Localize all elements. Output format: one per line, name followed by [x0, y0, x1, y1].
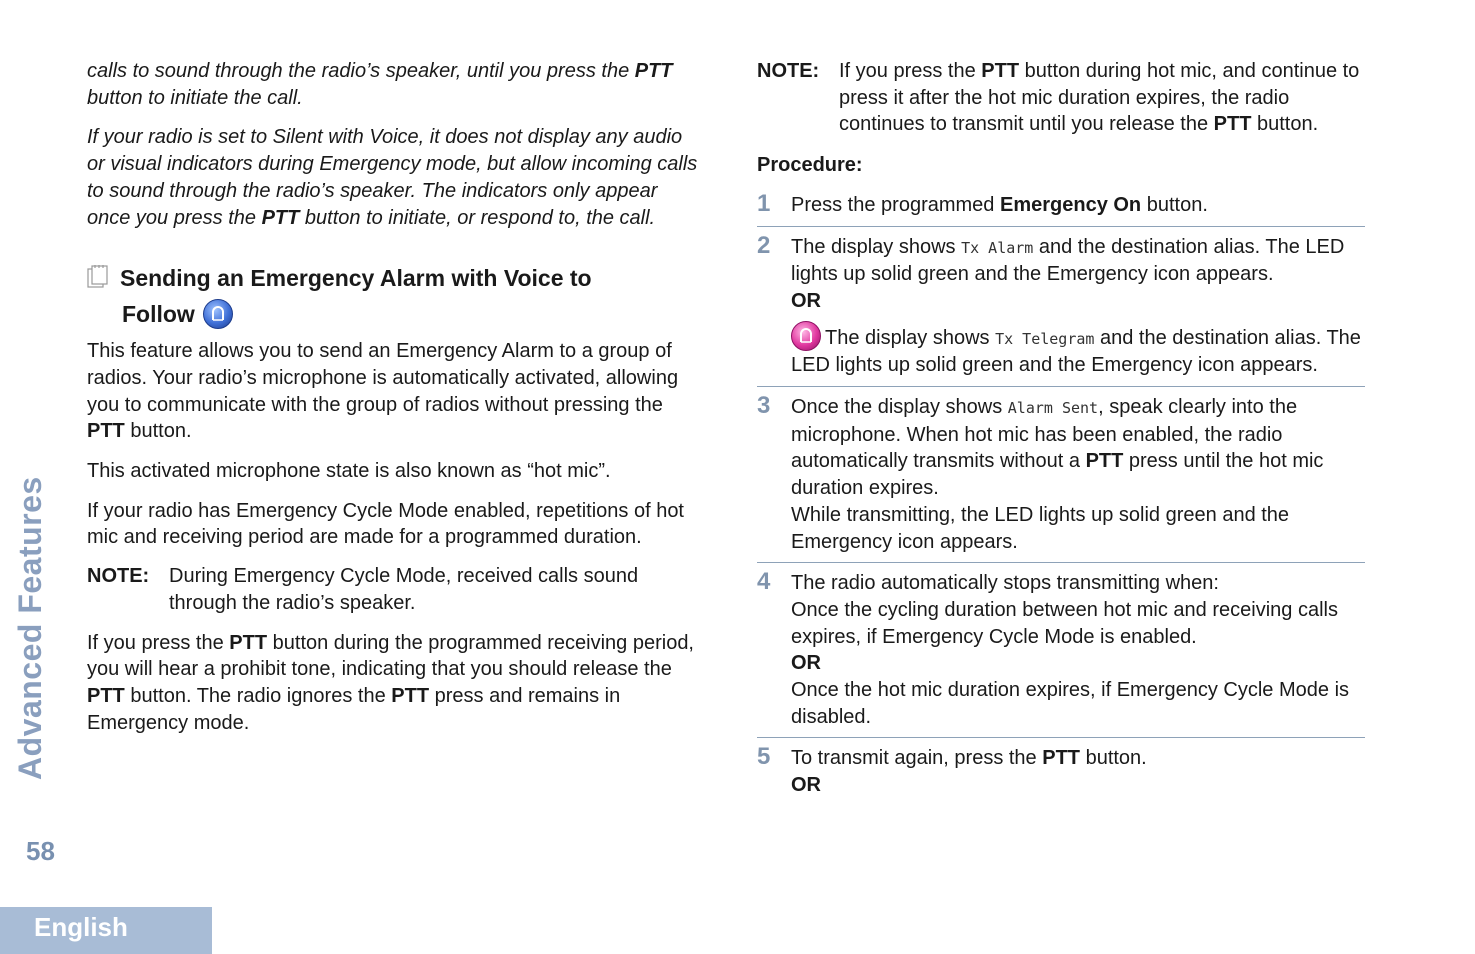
paragraph-5: If your radio has Emergency Cycle Mode enabled, repetitions of hot mic and receiving period are made for a programmed duration.	[87, 499, 684, 549]
notepad-icon	[87, 263, 109, 287]
note-block-right	[757, 58, 1367, 138]
section-title: Advanced Features	[12, 476, 48, 780]
feature-badge-icon	[791, 321, 821, 351]
procedure-step	[757, 563, 1365, 738]
section-heading	[87, 260, 702, 332]
display-text: Alarm Sent	[1007, 399, 1099, 418]
or-label: OR	[791, 774, 821, 797]
step-number: 2	[757, 231, 771, 259]
right-column	[757, 58, 1367, 806]
step-number: 3	[757, 392, 771, 420]
or-label: OR	[791, 652, 821, 675]
note-label: NOTE:	[757, 60, 820, 82]
procedure-step	[757, 738, 1365, 805]
page-number: 58	[26, 836, 55, 866]
or-label: OR	[791, 289, 821, 312]
feature-badge-icon	[203, 299, 233, 329]
note-text: If you press the PTT button during hot mic, and continue to press it after the hot mic duration expires, the radio continues to transmit until you release the PTT button.	[839, 60, 1360, 136]
heading-line-1: Sending an Emergency Alarm with Voice to	[120, 265, 592, 292]
step-text: Once the display shows Alarm Sent, speak clearly into the microphone. When hot mic has been enabled, the radio automatically transmits without a PTT press until the hot mic duration expires. While transmitting, the LED lights up solid green and the Emergency icon appears.	[791, 396, 1324, 553]
procedure-step	[757, 387, 1365, 563]
step-text: Press the programmed Emergency On button.	[791, 193, 1208, 216]
paragraph-1: calls to sound through the radio’s speaker, until you press the PTT button to initiate the call.	[87, 60, 673, 109]
step-number: 4	[757, 568, 771, 596]
procedure-step	[757, 185, 1365, 227]
paragraph-6: If you press the PTT button during the programmed receiving period, you will hear a prohibit tone, indicating that you should release the PTT button. The radio ignores the PTT press and remains in Emergency mode.	[87, 631, 694, 734]
display-text: Tx Alarm	[961, 238, 1034, 257]
paragraph-4: This activated microphone state is also known as “hot mic”.	[87, 460, 611, 483]
procedure-label: Procedure:	[757, 154, 863, 177]
paragraph-2: If your radio is set to Silent with Voice, it does not display any audio or visual indicators during Emergency mode, but allow incoming calls to sound through the radio’s speaker. The indicators only appear once you press the PTT button to initiate, or respond to, the call.	[87, 126, 698, 229]
step-number: 5	[757, 743, 771, 771]
note-label: NOTE:	[87, 565, 150, 588]
step-text: The display shows Tx Alarm and the destination alias. The LED lights up solid green and the Emergency icon appears. OR The display shows Tx Telegram and the destination alias. The LED lights up solid green and the Emergency icon appears.	[791, 234, 1365, 380]
note-text: During Emergency Cycle Mode, received calls sound through the radio’s speaker.	[169, 565, 639, 614]
step-text: The radio automatically stops transmitting when: Once the cycling duration between hot mic and receiving calls expires, if Emergency Cycle Mode is enabled. OR Once the hot mic duration expires, if Emergency Cycle Mode is disabled.	[791, 570, 1365, 730]
paragraph-3: This feature allows you to send an Emergency Alarm to a group of radios. Your radio’s microphone is automatically activated, allowing you to communicate with the group of radios without pressing the PTT button.	[87, 340, 679, 443]
step-number: 1	[757, 189, 771, 217]
left-column	[87, 58, 702, 736]
step-text: To transmit again, press the PTT button. OR	[791, 745, 1365, 798]
procedure-step	[757, 227, 1365, 388]
note-block	[87, 563, 702, 616]
display-text: Tx Telegram	[995, 329, 1095, 348]
heading-line-2: Follow	[87, 296, 702, 332]
language-tab: English	[0, 907, 212, 954]
